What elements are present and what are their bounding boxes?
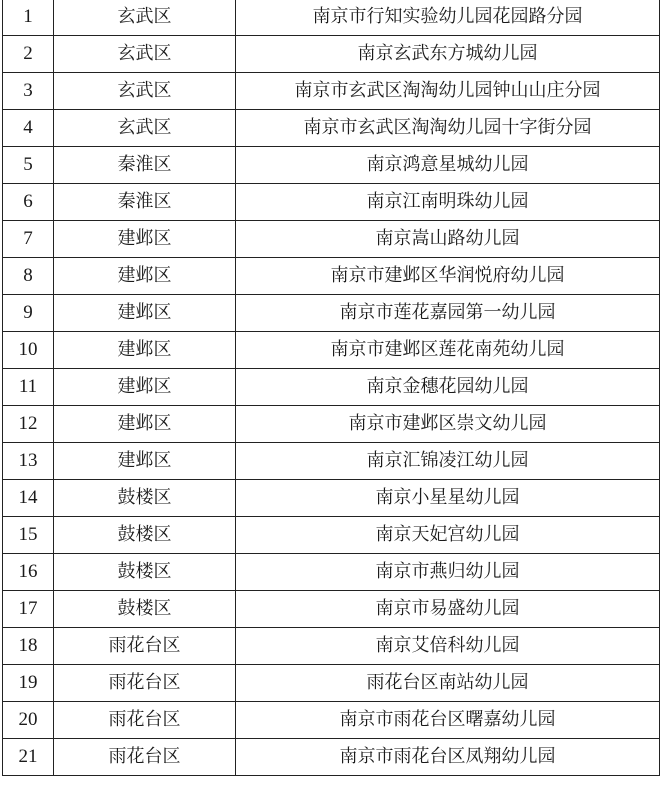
kindergarten-name-cell: 南京市玄武区淘淘幼儿园钟山山庄分园 [236,73,660,110]
kindergarten-table [2,0,660,776]
row-number: 7 [3,221,54,258]
kindergarten-name-cell: 南京市建邺区华润悦府幼儿园 [236,258,660,295]
district-cell: 雨花台区 [54,739,236,776]
district-cell: 雨花台区 [54,628,236,665]
kindergarten-name-cell: 南京江南明珠幼儿园 [236,184,660,221]
row-number: 20 [3,702,54,739]
row-number: 1 [3,0,54,36]
kindergarten-name-cell: 南京鸿意星城幼儿园 [236,147,660,184]
table-row [3,369,660,406]
row-number: 16 [3,554,54,591]
table-row [3,110,660,147]
district-cell: 建邺区 [54,295,236,332]
row-number: 21 [3,739,54,776]
table-row [3,480,660,517]
kindergarten-name-cell: 南京市雨花台区曙嘉幼儿园 [236,702,660,739]
row-number: 17 [3,591,54,628]
kindergarten-name-cell: 南京汇锦凌江幼儿园 [236,443,660,480]
table-row [3,295,660,332]
row-number: 2 [3,36,54,73]
kindergarten-name-cell: 南京嵩山路幼儿园 [236,221,660,258]
table-row [3,73,660,110]
table-row [3,517,660,554]
row-number: 14 [3,480,54,517]
table-row [3,406,660,443]
table-row [3,628,660,665]
row-number: 3 [3,73,54,110]
district-cell: 秦淮区 [54,184,236,221]
kindergarten-name-cell: 南京玄武东方城幼儿园 [236,36,660,73]
row-number: 12 [3,406,54,443]
table-body [3,0,660,776]
table-row [3,702,660,739]
row-number: 11 [3,369,54,406]
table-row [3,221,660,258]
row-number: 6 [3,184,54,221]
kindergarten-name-cell: 南京艾倍科幼儿园 [236,628,660,665]
row-number: 8 [3,258,54,295]
district-cell: 建邺区 [54,443,236,480]
row-number: 19 [3,665,54,702]
kindergarten-name-cell: 南京市行知实验幼儿园花园路分园 [236,0,660,36]
row-number: 18 [3,628,54,665]
row-number: 13 [3,443,54,480]
table-row [3,332,660,369]
table-row [3,184,660,221]
kindergarten-name-cell: 南京市易盛幼儿园 [236,591,660,628]
district-cell: 鼓楼区 [54,554,236,591]
table-row [3,147,660,184]
district-cell: 建邺区 [54,258,236,295]
kindergarten-name-cell: 南京市建邺区崇文幼儿园 [236,406,660,443]
kindergarten-name-cell: 南京金穗花园幼儿园 [236,369,660,406]
district-cell: 玄武区 [54,110,236,147]
kindergarten-name-cell: 南京市莲花嘉园第一幼儿园 [236,295,660,332]
table-row [3,36,660,73]
district-cell: 建邺区 [54,332,236,369]
district-cell: 玄武区 [54,0,236,36]
row-number: 10 [3,332,54,369]
district-cell: 建邺区 [54,221,236,258]
kindergarten-name-cell: 南京市玄武区淘淘幼儿园十字街分园 [236,110,660,147]
district-cell: 鼓楼区 [54,591,236,628]
district-cell: 玄武区 [54,36,236,73]
row-number: 9 [3,295,54,332]
kindergarten-name-cell: 南京市建邺区莲花南苑幼儿园 [236,332,660,369]
district-cell: 秦淮区 [54,147,236,184]
kindergarten-name-cell: 南京市燕归幼儿园 [236,554,660,591]
table-row [3,739,660,776]
district-cell: 建邺区 [54,406,236,443]
table-row [3,258,660,295]
kindergarten-name-cell: 南京小星星幼儿园 [236,480,660,517]
row-number: 5 [3,147,54,184]
district-cell: 玄武区 [54,73,236,110]
district-cell: 雨花台区 [54,665,236,702]
district-cell: 鼓楼区 [54,517,236,554]
kindergarten-name-cell: 南京天妃宫幼儿园 [236,517,660,554]
kindergarten-name-cell: 南京市雨花台区凤翔幼儿园 [236,739,660,776]
table-row [3,665,660,702]
table-row [3,591,660,628]
kindergarten-name-cell: 雨花台区南站幼儿园 [236,665,660,702]
table-row [3,443,660,480]
table-row [3,554,660,591]
district-cell: 建邺区 [54,369,236,406]
district-cell: 雨花台区 [54,702,236,739]
district-cell: 鼓楼区 [54,480,236,517]
table-row [3,0,660,36]
row-number: 4 [3,110,54,147]
row-number: 15 [3,517,54,554]
